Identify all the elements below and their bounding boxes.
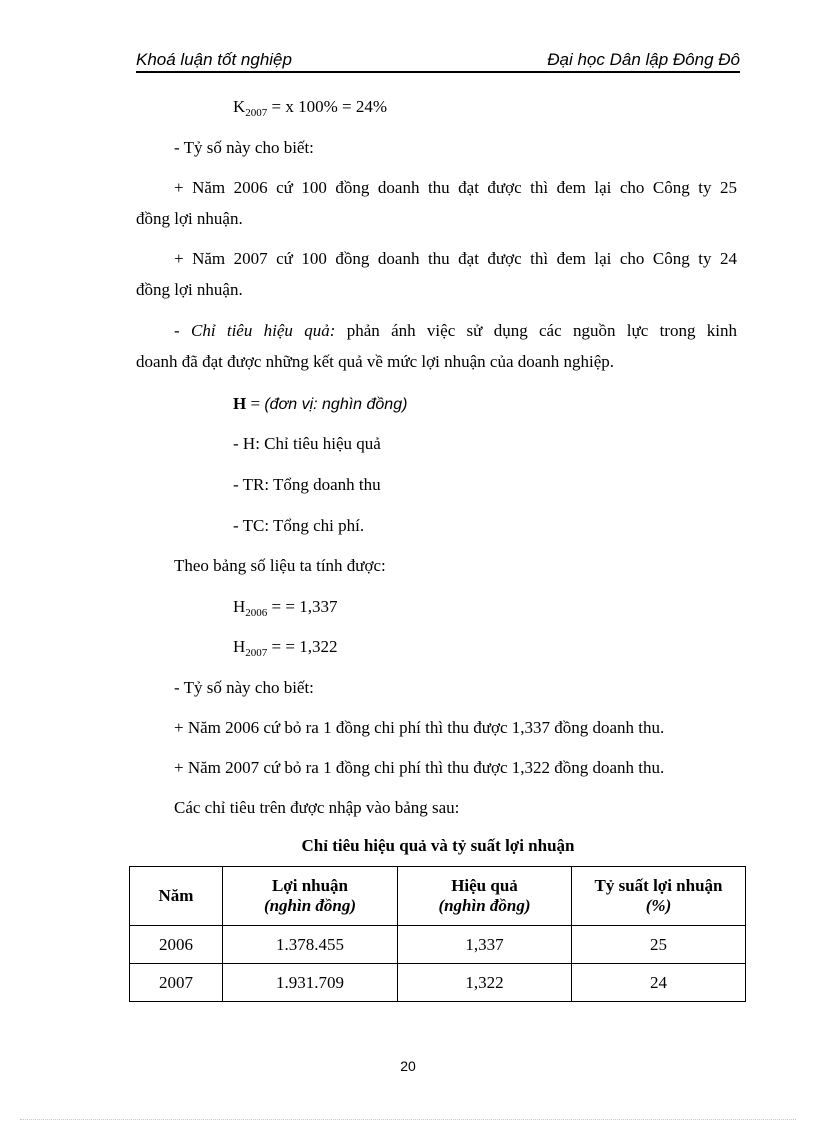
header-thesis-label: Khoá luận tốt nghiệp [136,50,292,69]
cell-year: 2006 [130,926,223,964]
p2006-line1: + Năm 2006 cứ 100 đồng doanh thu đạt được thì đem lại cho Công ty 25 [174,178,737,197]
cost-2006: + Năm 2006 cứ bỏ ra 1 đồng chi phí thì thu được 1,337 đồng doanh thu. [174,718,665,737]
table-caption: Chỉ tiêu hiệu quả và tỷ suất lợi nhuận [301,836,575,855]
def-h: - H: Chỉ tiêu hiệu quả [233,434,381,453]
header-profit-margin: Tỷ suất lợi nhuận (%) [572,867,746,926]
cell-year: 2007 [130,964,223,1002]
efficiency-table [129,866,746,1002]
def-tc: - TC: Tổng chi phí. [233,516,365,535]
header-year: Năm [130,867,223,926]
table-intro: Các chỉ tiêu trên được nhập vào bảng sau: [174,798,460,817]
efficiency-term: Chỉ tiêu hiệu quả: [190,321,336,340]
table-row [130,926,746,964]
cost-2007: + Năm 2007 cứ bỏ ra 1 đồng chi phí thì thu được 1,322 đồng doanh thu. [174,758,665,777]
cell-margin: 24 [572,964,746,1002]
p2006-line2: đồng lợi nhuận. [136,209,243,228]
page-bottom-border [20,1119,796,1120]
header-rule [136,71,740,73]
page-number: 20 [400,1058,416,1074]
h2006-formula: $H_{2006}$ = = 1,337 [233,597,338,619]
def-tr: - TR: Tổng doanh thu [233,475,381,494]
p2007-line2: đồng lợi nhuận. [136,280,243,299]
h-formula: H = (đơn vị: nghìn đồng) [233,394,408,413]
cell-efficiency: 1,322 [398,964,572,1002]
header-university: Đại học Dân lập Đông Đô [547,50,740,69]
h2007-formula: $H_{2007}$ = = 1,322 [233,637,338,659]
header-efficiency: Hiệu quả (nghìn đồng) [398,867,572,926]
efficiency-line2: doanh đã đạt được những kết quả về mức lợi nhuận của doanh nghiệp. [136,352,615,371]
efficiency-line1: - Chỉ tiêu hiệu quả: phản ánh việc sử dụng các nguồn lực trong kinh [174,321,737,340]
ratio-note-2: - Tỷ số này cho biết: [174,678,314,697]
p2007-line1: + Năm 2007 cứ 100 đồng doanh thu đạt được thì đem lại cho Công ty 24 [174,249,737,268]
table-row [130,964,746,1002]
cell-margin: 25 [572,926,746,964]
cell-efficiency: 1,337 [398,926,572,964]
cell-profit: 1.931.709 [223,964,398,1002]
ratio-note-1: - Tỷ số này cho biết: [174,138,314,157]
k2007-formula: $K_{2007} = x$ 100% = 24% [233,97,388,119]
cell-profit: 1.378.455 [223,926,398,964]
table-header-row [130,867,746,926]
header-profit: Lợi nhuận (nghìn đồng) [223,867,398,926]
calc-intro: Theo bảng số liệu ta tính được: [174,556,386,575]
